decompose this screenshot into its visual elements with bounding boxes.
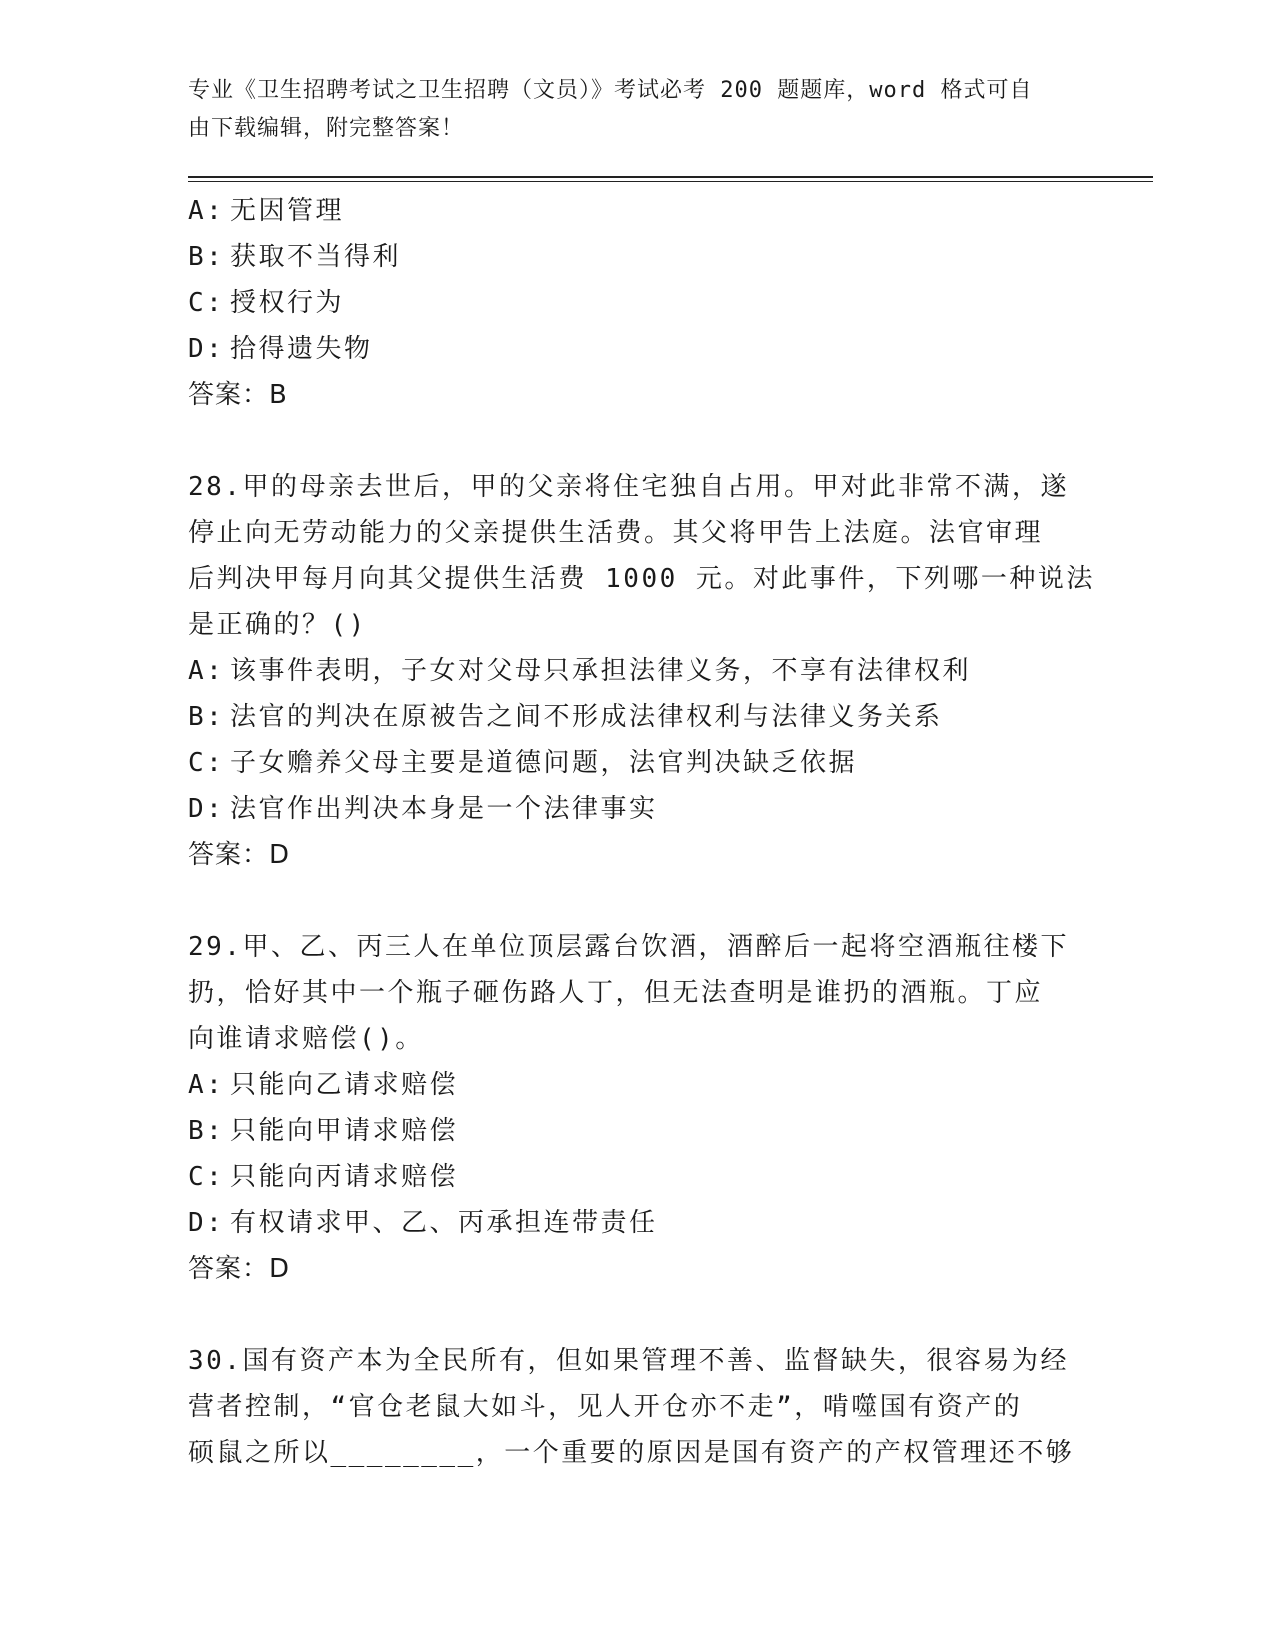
question-text-line: 28.甲的母亲去世后，甲的父亲将住宅独自占用。甲对此非常不满，遂 bbox=[188, 472, 1069, 502]
question-28 bbox=[188, 464, 1095, 878]
header-divider-thick bbox=[188, 176, 1153, 178]
header-line-2: 由下载编辑，附完整答案！ bbox=[188, 116, 465, 141]
question-text-line: 扔，恰好其中一个瓶子砸伤路人丁，但无法查明是谁扔的酒瓶。丁应 bbox=[188, 978, 1044, 1008]
question-text-line: 后判决甲每月向其父提供生活费 1000 元。对此事件，下列哪一种说法 bbox=[188, 564, 1095, 594]
option-c: C: 子女赡养父母主要是道德问题，法官判决缺乏依据 bbox=[188, 748, 858, 778]
question-27-continued bbox=[188, 188, 1088, 418]
option-b: B: 法官的判决在原被告之间不形成法律权利与法律义务关系 bbox=[188, 702, 943, 732]
option-a: A: 无因管理 bbox=[188, 196, 345, 226]
question-text-line: 30.国有资产本为全民所有，但如果管理不善、监督缺失，很容易为经 bbox=[188, 1346, 1069, 1376]
option-d: D: 拾得遗失物 bbox=[188, 334, 373, 364]
option-a: A: 该事件表明，子女对父母只承担法律义务，不享有法律权利 bbox=[188, 656, 972, 686]
question-30 bbox=[188, 1338, 1088, 1476]
option-d: D: 法官作出判决本身是一个法律事实 bbox=[188, 794, 658, 824]
answer-label: 答案：D bbox=[188, 1254, 291, 1284]
document-header bbox=[188, 72, 1068, 148]
header-line-1: 专业《卫生招聘考试之卫生招聘（文员）》考试必考 200 题题库，word 格式可自 bbox=[188, 78, 1033, 103]
question-text-line: 是正确的？() bbox=[188, 610, 367, 640]
question-text-line: 29.甲、乙、丙三人在单位顶层露台饮酒，酒醉后一起将空酒瓶往楼下 bbox=[188, 932, 1069, 962]
option-c: C: 只能向丙请求赔偿 bbox=[188, 1162, 459, 1192]
option-b: B: 只能向甲请求赔偿 bbox=[188, 1116, 459, 1146]
header-divider-thin bbox=[188, 181, 1153, 182]
question-29 bbox=[188, 924, 1088, 1292]
question-text-line: 硕鼠之所以________，一个重要的原因是国有资产的产权管理还不够 bbox=[188, 1438, 1075, 1468]
option-b: B: 获取不当得利 bbox=[188, 242, 402, 272]
option-c: C: 授权行为 bbox=[188, 288, 345, 318]
question-text-line: 停止向无劳动能力的父亲提供生活费。其父将甲告上法庭。法官审理 bbox=[188, 518, 1044, 548]
question-text-line: 向谁请求赔偿()。 bbox=[188, 1024, 424, 1054]
answer-label: 答案：D bbox=[188, 840, 291, 870]
question-content bbox=[188, 188, 1095, 1476]
question-text-line: 营者控制，“官仓老鼠大如斗，见人开仓亦不走”，啃噬国有资产的 bbox=[188, 1392, 1023, 1422]
option-d: D: 有权请求甲、乙、丙承担连带责任 bbox=[188, 1208, 658, 1238]
answer-label: 答案：B bbox=[188, 380, 288, 410]
option-a: A: 只能向乙请求赔偿 bbox=[188, 1070, 459, 1100]
